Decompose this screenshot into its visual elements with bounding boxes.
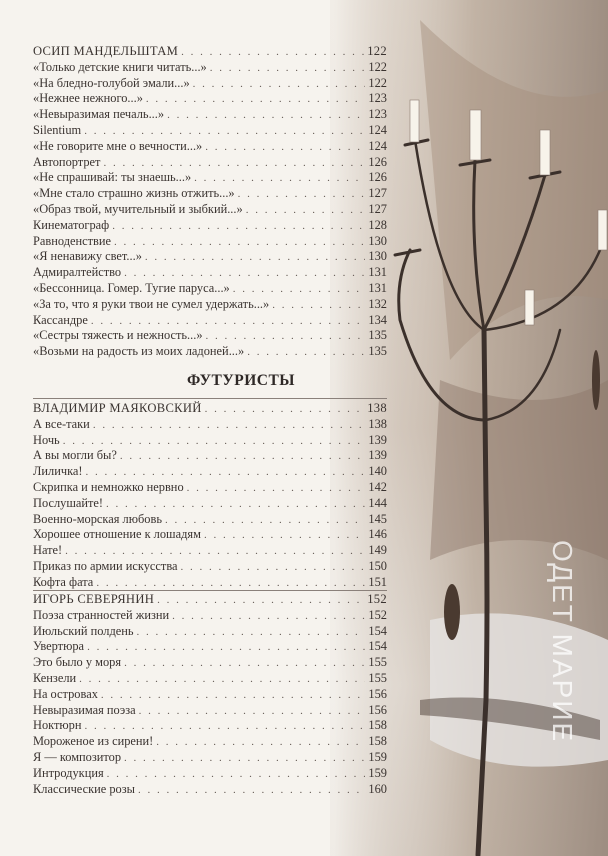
- entry-title: ВЛАДИМИР МАЯКОВСКИЙ: [33, 401, 202, 415]
- toc-entry: [33, 655, 387, 671]
- page-number: 127: [368, 201, 387, 216]
- entry-title: Кинематограф: [33, 217, 110, 232]
- dot-leader: [107, 767, 366, 783]
- dot-leader: [181, 45, 364, 61]
- entry-title: «Нежнее нежного...»: [33, 91, 143, 106]
- dot-leader: [84, 124, 365, 140]
- dot-leader: [233, 282, 366, 298]
- dot-leader: [145, 250, 366, 266]
- dot-leader: [156, 735, 365, 751]
- entry-title: Скрипка и немножко нервно: [33, 479, 184, 494]
- toc-entry: [33, 186, 387, 202]
- entry-title: «Я ненавижу свет...»: [33, 249, 142, 264]
- toc-entry: [33, 76, 387, 92]
- entry-title: «На бледно-голубой эмали...»: [33, 75, 190, 90]
- toc-entry: [33, 766, 387, 782]
- dot-leader: [194, 171, 365, 187]
- toc-entry: [33, 527, 387, 543]
- page-number: 135: [368, 328, 387, 343]
- dot-leader: [181, 560, 366, 576]
- entry-title: Кассандре: [33, 312, 88, 327]
- section-mayakovsky: [33, 401, 387, 591]
- dot-leader: [106, 497, 365, 513]
- page-number: 142: [368, 479, 387, 494]
- entry-title: Кофта фата: [33, 574, 94, 589]
- table-of-contents-severyanin: [33, 592, 387, 797]
- entry-title: Классические розы: [33, 781, 135, 796]
- entry-title: Послушайте!: [33, 495, 104, 510]
- page-number: 131: [368, 280, 387, 295]
- entry-title: «Мне стало страшно жизнь отжить...»: [33, 186, 235, 201]
- page-number: 126: [368, 170, 387, 185]
- page-number: 159: [368, 749, 387, 764]
- page-number: 152: [368, 607, 387, 622]
- page-number: 144: [368, 495, 387, 510]
- dot-leader: [96, 576, 365, 592]
- page-number: 155: [368, 670, 387, 685]
- dot-leader: [146, 92, 366, 108]
- page-number: 152: [367, 592, 387, 606]
- dot-leader: [114, 235, 365, 251]
- dot-leader: [193, 77, 366, 93]
- dot-leader: [205, 402, 365, 418]
- dot-leader: [157, 593, 364, 609]
- toc-entry: [33, 687, 387, 703]
- section-heading-futurists: ФУТУРИСТЫ: [187, 372, 295, 389]
- toc-entry: [33, 608, 387, 624]
- toc-entry: [33, 234, 387, 250]
- dot-leader: [247, 345, 365, 361]
- page-number: 154: [368, 639, 387, 654]
- page-number: 123: [368, 91, 387, 106]
- dot-leader: [86, 465, 366, 481]
- page-number: 132: [368, 296, 387, 311]
- dot-leader: [124, 751, 365, 767]
- entry-title: «Не спрашивай: ты знаешь...»: [33, 170, 192, 185]
- page-number: 149: [368, 543, 387, 558]
- toc-entry: [33, 671, 387, 687]
- toc-entry: [33, 559, 387, 575]
- toc-author-entry: [33, 592, 387, 608]
- entry-title: Июльский полдень: [33, 623, 134, 638]
- entry-title: ОСИП МАНДЕЛЬШТАМ: [33, 44, 179, 58]
- dot-leader: [204, 528, 365, 544]
- toc-author-entry: [33, 401, 387, 417]
- dot-leader: [101, 688, 366, 704]
- dot-leader: [272, 298, 365, 314]
- dot-leader: [85, 719, 366, 735]
- entry-title: Кензели: [33, 670, 77, 685]
- entry-title: Интродукция: [33, 765, 104, 780]
- toc-entry: [33, 639, 387, 655]
- dot-leader: [139, 704, 366, 720]
- dot-leader: [246, 203, 366, 219]
- page-number: 124: [368, 138, 387, 153]
- entry-title: Лиличка!: [33, 464, 83, 479]
- toc-entry: [33, 464, 387, 480]
- page-number: 134: [368, 312, 387, 327]
- entry-title: На островах: [33, 686, 98, 701]
- toc-entry: [33, 480, 387, 496]
- toc-entry: [33, 496, 387, 512]
- toc-entry: [33, 60, 387, 76]
- toc-entry: [33, 218, 387, 234]
- page-number: 145: [368, 511, 387, 526]
- dot-leader: [103, 156, 365, 172]
- dot-leader: [87, 640, 365, 656]
- entry-title: «Невыразимая печаль...»: [33, 107, 165, 122]
- entry-title: «За то, что я руки твои не сумел удержать...»: [33, 296, 270, 311]
- section-severyanin: [33, 592, 387, 797]
- entry-title: Я — композитор: [33, 749, 122, 764]
- page-number: 140: [368, 464, 387, 479]
- toc-entry: [33, 328, 387, 344]
- entry-title: «Сестры тяжесть и нежность...»: [33, 328, 203, 343]
- toc-entry: [33, 448, 387, 464]
- entry-title: Мороженое из сирени!: [33, 734, 154, 749]
- page-number: 131: [368, 265, 387, 280]
- toc-entry: [33, 575, 387, 591]
- page-number: 150: [368, 558, 387, 573]
- table-of-contents: [33, 44, 387, 360]
- toc-entry: [33, 734, 387, 750]
- entry-title: Silentium: [33, 122, 82, 137]
- toc-entry: [33, 265, 387, 281]
- toc-entry: [33, 297, 387, 313]
- toc-entry: [33, 344, 387, 360]
- toc-entry: [33, 107, 387, 123]
- page-number: 146: [368, 527, 387, 542]
- section-mandelstam: [33, 44, 387, 360]
- entry-title: Невыразимая поэза: [33, 702, 136, 717]
- entry-title: Поэза странностей жизни: [33, 607, 170, 622]
- toc-entry: [33, 249, 387, 265]
- entry-title: Ночь: [33, 432, 60, 447]
- entry-title: А все-таки: [33, 416, 90, 431]
- entry-title: Ноктюрн: [33, 718, 82, 733]
- page-number: 124: [368, 122, 387, 137]
- entry-title: «Только детские книги читать...»: [33, 59, 207, 74]
- page-number: 158: [368, 734, 387, 749]
- dot-leader: [65, 544, 365, 560]
- entry-title: Адмиралтейство: [33, 265, 122, 280]
- dot-leader: [165, 513, 365, 529]
- page-number: 139: [368, 432, 387, 447]
- page-number: 159: [368, 765, 387, 780]
- page-number: 160: [368, 781, 387, 796]
- entry-title: Военно-морская любовь: [33, 511, 162, 526]
- dot-leader: [63, 434, 366, 450]
- toc-entry: [33, 624, 387, 640]
- toc-entry: [33, 155, 387, 171]
- dot-leader: [167, 108, 365, 124]
- entry-title: ИГОРЬ СЕВЕРЯНИН: [33, 592, 155, 606]
- entry-title: Нате!: [33, 543, 63, 558]
- entry-title: Приказ по армии искусства: [33, 558, 178, 573]
- dot-leader: [172, 609, 365, 625]
- dot-leader: [210, 61, 366, 77]
- entry-title: «Не говорите мне о вечности...»: [33, 138, 203, 153]
- toc-entry: [33, 433, 387, 449]
- toc-entry: [33, 123, 387, 139]
- toc-entry: [33, 417, 387, 433]
- page-number: 123: [368, 107, 387, 122]
- page-number: 130: [368, 249, 387, 264]
- entry-title: Это было у моря: [33, 655, 122, 670]
- toc-entry: [33, 718, 387, 734]
- dot-leader: [124, 266, 365, 282]
- dot-leader: [120, 449, 366, 465]
- dot-leader: [124, 656, 365, 672]
- table-of-contents-futurists: [33, 401, 387, 591]
- dot-leader: [91, 314, 366, 330]
- toc-entry: [33, 139, 387, 155]
- toc-entry: [33, 202, 387, 218]
- entry-title: А вы могли бы?: [33, 448, 117, 463]
- page-number: 156: [368, 702, 387, 717]
- page-number: 138: [367, 401, 387, 415]
- entry-title: Равноденствие: [33, 233, 112, 248]
- entry-title: Увертюра: [33, 639, 85, 654]
- entry-title: «Возьми на радость из моих ладоней...»: [33, 344, 245, 359]
- page-number: 122: [368, 75, 387, 90]
- dot-leader: [93, 418, 366, 434]
- dot-leader: [187, 481, 366, 497]
- page-number: 135: [368, 344, 387, 359]
- dot-leader: [138, 783, 365, 799]
- page-number: 127: [368, 186, 387, 201]
- page-number: 126: [368, 154, 387, 169]
- toc-entry: [33, 512, 387, 528]
- page-number: 158: [368, 718, 387, 733]
- dot-leader: [238, 187, 366, 203]
- page-number: 122: [367, 44, 387, 58]
- page-number: 151: [368, 574, 387, 589]
- page-number: 128: [368, 217, 387, 232]
- page-number: 156: [368, 686, 387, 701]
- entry-title: «Образ твой, мучительный и зыбкий...»: [33, 201, 243, 216]
- entry-title: Автопортрет: [33, 154, 101, 169]
- separator-line: [33, 398, 387, 399]
- toc-author-entry: [33, 44, 387, 60]
- dot-leader: [206, 329, 366, 345]
- dot-leader: [79, 672, 365, 688]
- toc-entry: [33, 281, 387, 297]
- entry-title: Хорошее отношение к лошадям: [33, 527, 201, 542]
- toc-entry: [33, 313, 387, 329]
- page-number: 155: [368, 655, 387, 670]
- dot-leader: [137, 625, 366, 641]
- dot-leader: [205, 140, 365, 156]
- vertical-art-lettering: ОДЕТ МАРИЕ: [547, 540, 578, 744]
- toc-entry: [33, 782, 387, 798]
- toc-entry: [33, 170, 387, 186]
- entry-title: «Бессонница. Гомер. Тугие паруса...»: [33, 280, 230, 295]
- toc-entry: [33, 703, 387, 719]
- page-number: 138: [368, 416, 387, 431]
- page-number: 122: [368, 59, 387, 74]
- page-number: 130: [368, 233, 387, 248]
- page-number: 154: [368, 623, 387, 638]
- toc-entry: [33, 91, 387, 107]
- dot-leader: [112, 219, 365, 235]
- toc-entry: [33, 750, 387, 766]
- toc-entry: [33, 543, 387, 559]
- page-number: 139: [368, 448, 387, 463]
